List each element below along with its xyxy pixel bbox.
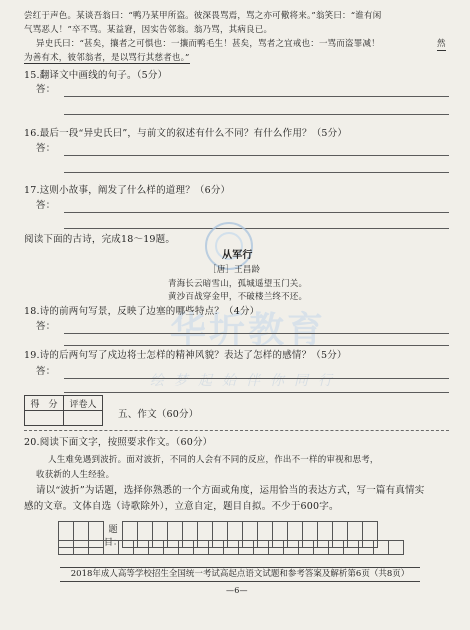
score-cell[interactable] xyxy=(25,411,64,426)
question-19: 19.诗的后两句写了戍边将士怎样的精神风貌？表达了怎样的感情？（5分） xyxy=(24,350,347,361)
grid-cell[interactable] xyxy=(269,541,284,555)
grid-cell[interactable] xyxy=(149,541,164,555)
poem-title: 从军行 xyxy=(222,250,253,261)
grader-label: 评卷人 xyxy=(64,396,103,411)
poem-line: 青海长云暗雪山，孤城遥望玉门关。 xyxy=(168,279,308,289)
grid-cell[interactable] xyxy=(59,541,74,555)
prompt-quote: 收获新的人生经验。 xyxy=(36,470,115,480)
grid-cell[interactable] xyxy=(194,541,209,555)
watermark-subtext: 绘梦起始伴你同行 xyxy=(150,373,342,389)
answer-label: 答： xyxy=(36,321,56,332)
answer-label: 答： xyxy=(36,84,56,95)
passage-line: 尝红于声色。某谈吾翁曰：“鸭乃某甲所盗。彼深畏骂焉，骂之亦可儆将来。”翁笑曰：“谁有闲 xyxy=(24,11,382,21)
essay-grid-row[interactable] xyxy=(58,540,404,555)
watermark-logo-icon xyxy=(205,222,253,270)
essay-requirement: 感的文章。文体自选（诗歌除外），立意自定，题目自拟。不少于600字。 xyxy=(24,501,339,512)
answer-line[interactable] xyxy=(64,345,449,346)
grid-cell[interactable] xyxy=(314,541,329,555)
section-heading: 五、作文（60分） xyxy=(118,409,199,420)
grid-cell[interactable] xyxy=(119,541,134,555)
answer-line[interactable] xyxy=(64,96,449,97)
passage-line: 异史氏曰：“甚矣，攘者之可惧也：一攘而鸭毛生！甚矣，骂者之宜戒也：一骂而盗罪减！ xyxy=(36,39,380,49)
score-box xyxy=(24,395,103,426)
answer-line[interactable] xyxy=(64,378,449,379)
grid-cell[interactable] xyxy=(104,541,119,555)
grid-cell[interactable] xyxy=(374,541,389,555)
grid-cell[interactable] xyxy=(299,541,314,555)
poem-line: 黄沙百战穿金甲，不破楼兰终不还。 xyxy=(168,292,308,302)
question-16: 16.最后一段“异史氏曰”，与前文的叙述有什么不同？有什么作用？（5分） xyxy=(24,128,348,139)
answer-line[interactable] xyxy=(64,333,449,334)
footer xyxy=(60,567,420,582)
passage-line: 气骂恶人！”卒不骂。某益窘，因实告邻翁。翁乃骂，其病良已。 xyxy=(24,25,273,35)
answer-label: 答： xyxy=(36,200,56,211)
question-20: 20.阅读下面文字，按照要求作文。（60分） xyxy=(24,437,213,448)
grid-cell[interactable] xyxy=(359,541,374,555)
grid-cell[interactable] xyxy=(209,541,224,555)
score-label: 得 分 xyxy=(25,396,64,411)
essay-title-label: 题 目： xyxy=(104,524,127,548)
answer-line[interactable] xyxy=(64,392,449,393)
underlined-sentence: 为善有术，彼邻翁者，是以骂行其慈者也。” xyxy=(24,53,190,63)
page-mark: —6— xyxy=(226,586,248,595)
poem-intro: 阅读下面的古诗，完成18～19题。 xyxy=(24,234,176,245)
grid-cell[interactable] xyxy=(329,541,344,555)
grid-cell[interactable] xyxy=(284,541,299,555)
answer-line[interactable] xyxy=(64,114,449,115)
divider xyxy=(24,430,449,431)
prompt-quote: 人生难免遇到波折。面对波折，不同的人会有不同的反应，作出不一样的审视和思考， xyxy=(48,455,379,465)
page-number: 第6页（共8页） xyxy=(347,569,410,579)
grid-cell[interactable] xyxy=(224,541,239,555)
grader-cell[interactable] xyxy=(64,411,103,426)
question-18: 18.诗的前两句写景，反映了边塞的哪些特点？（4分） xyxy=(24,306,260,317)
answer-label: 答： xyxy=(36,143,56,154)
grid-cell[interactable] xyxy=(74,541,89,555)
poem-author: ［唐］王昌龄 xyxy=(208,265,261,275)
footer-title: 2018年成人高等学校招生全国统一考试高起点语文试题和参考答案及解析 xyxy=(70,569,348,579)
grid-cell[interactable] xyxy=(389,541,404,555)
underlined-sentence: 然 xyxy=(437,39,446,49)
grid-cell[interactable] xyxy=(344,541,359,555)
grid-cell[interactable] xyxy=(89,541,104,555)
answer-label: 答： xyxy=(36,366,56,377)
grid-cell[interactable] xyxy=(239,541,254,555)
answer-line[interactable] xyxy=(64,155,449,156)
question-17: 17.这则小故事，阐发了什么样的道理？（6分） xyxy=(24,185,231,196)
question-15: 15.翻译文中画线的句子。（5分） xyxy=(24,70,168,81)
answer-line[interactable] xyxy=(64,172,449,173)
answer-line[interactable] xyxy=(64,228,449,229)
answer-line[interactable] xyxy=(64,212,449,213)
grid-cell[interactable] xyxy=(134,541,149,555)
watermark-text: 华圻教育 xyxy=(170,310,327,351)
grid-cell[interactable] xyxy=(254,541,269,555)
essay-requirement: 请以“波折”为话题，选择你熟悉的一个方面或角度，运用恰当的表达方式，写一篇有真情实 xyxy=(36,485,425,496)
grid-cell[interactable] xyxy=(164,541,179,555)
grid-cell[interactable] xyxy=(179,541,194,555)
